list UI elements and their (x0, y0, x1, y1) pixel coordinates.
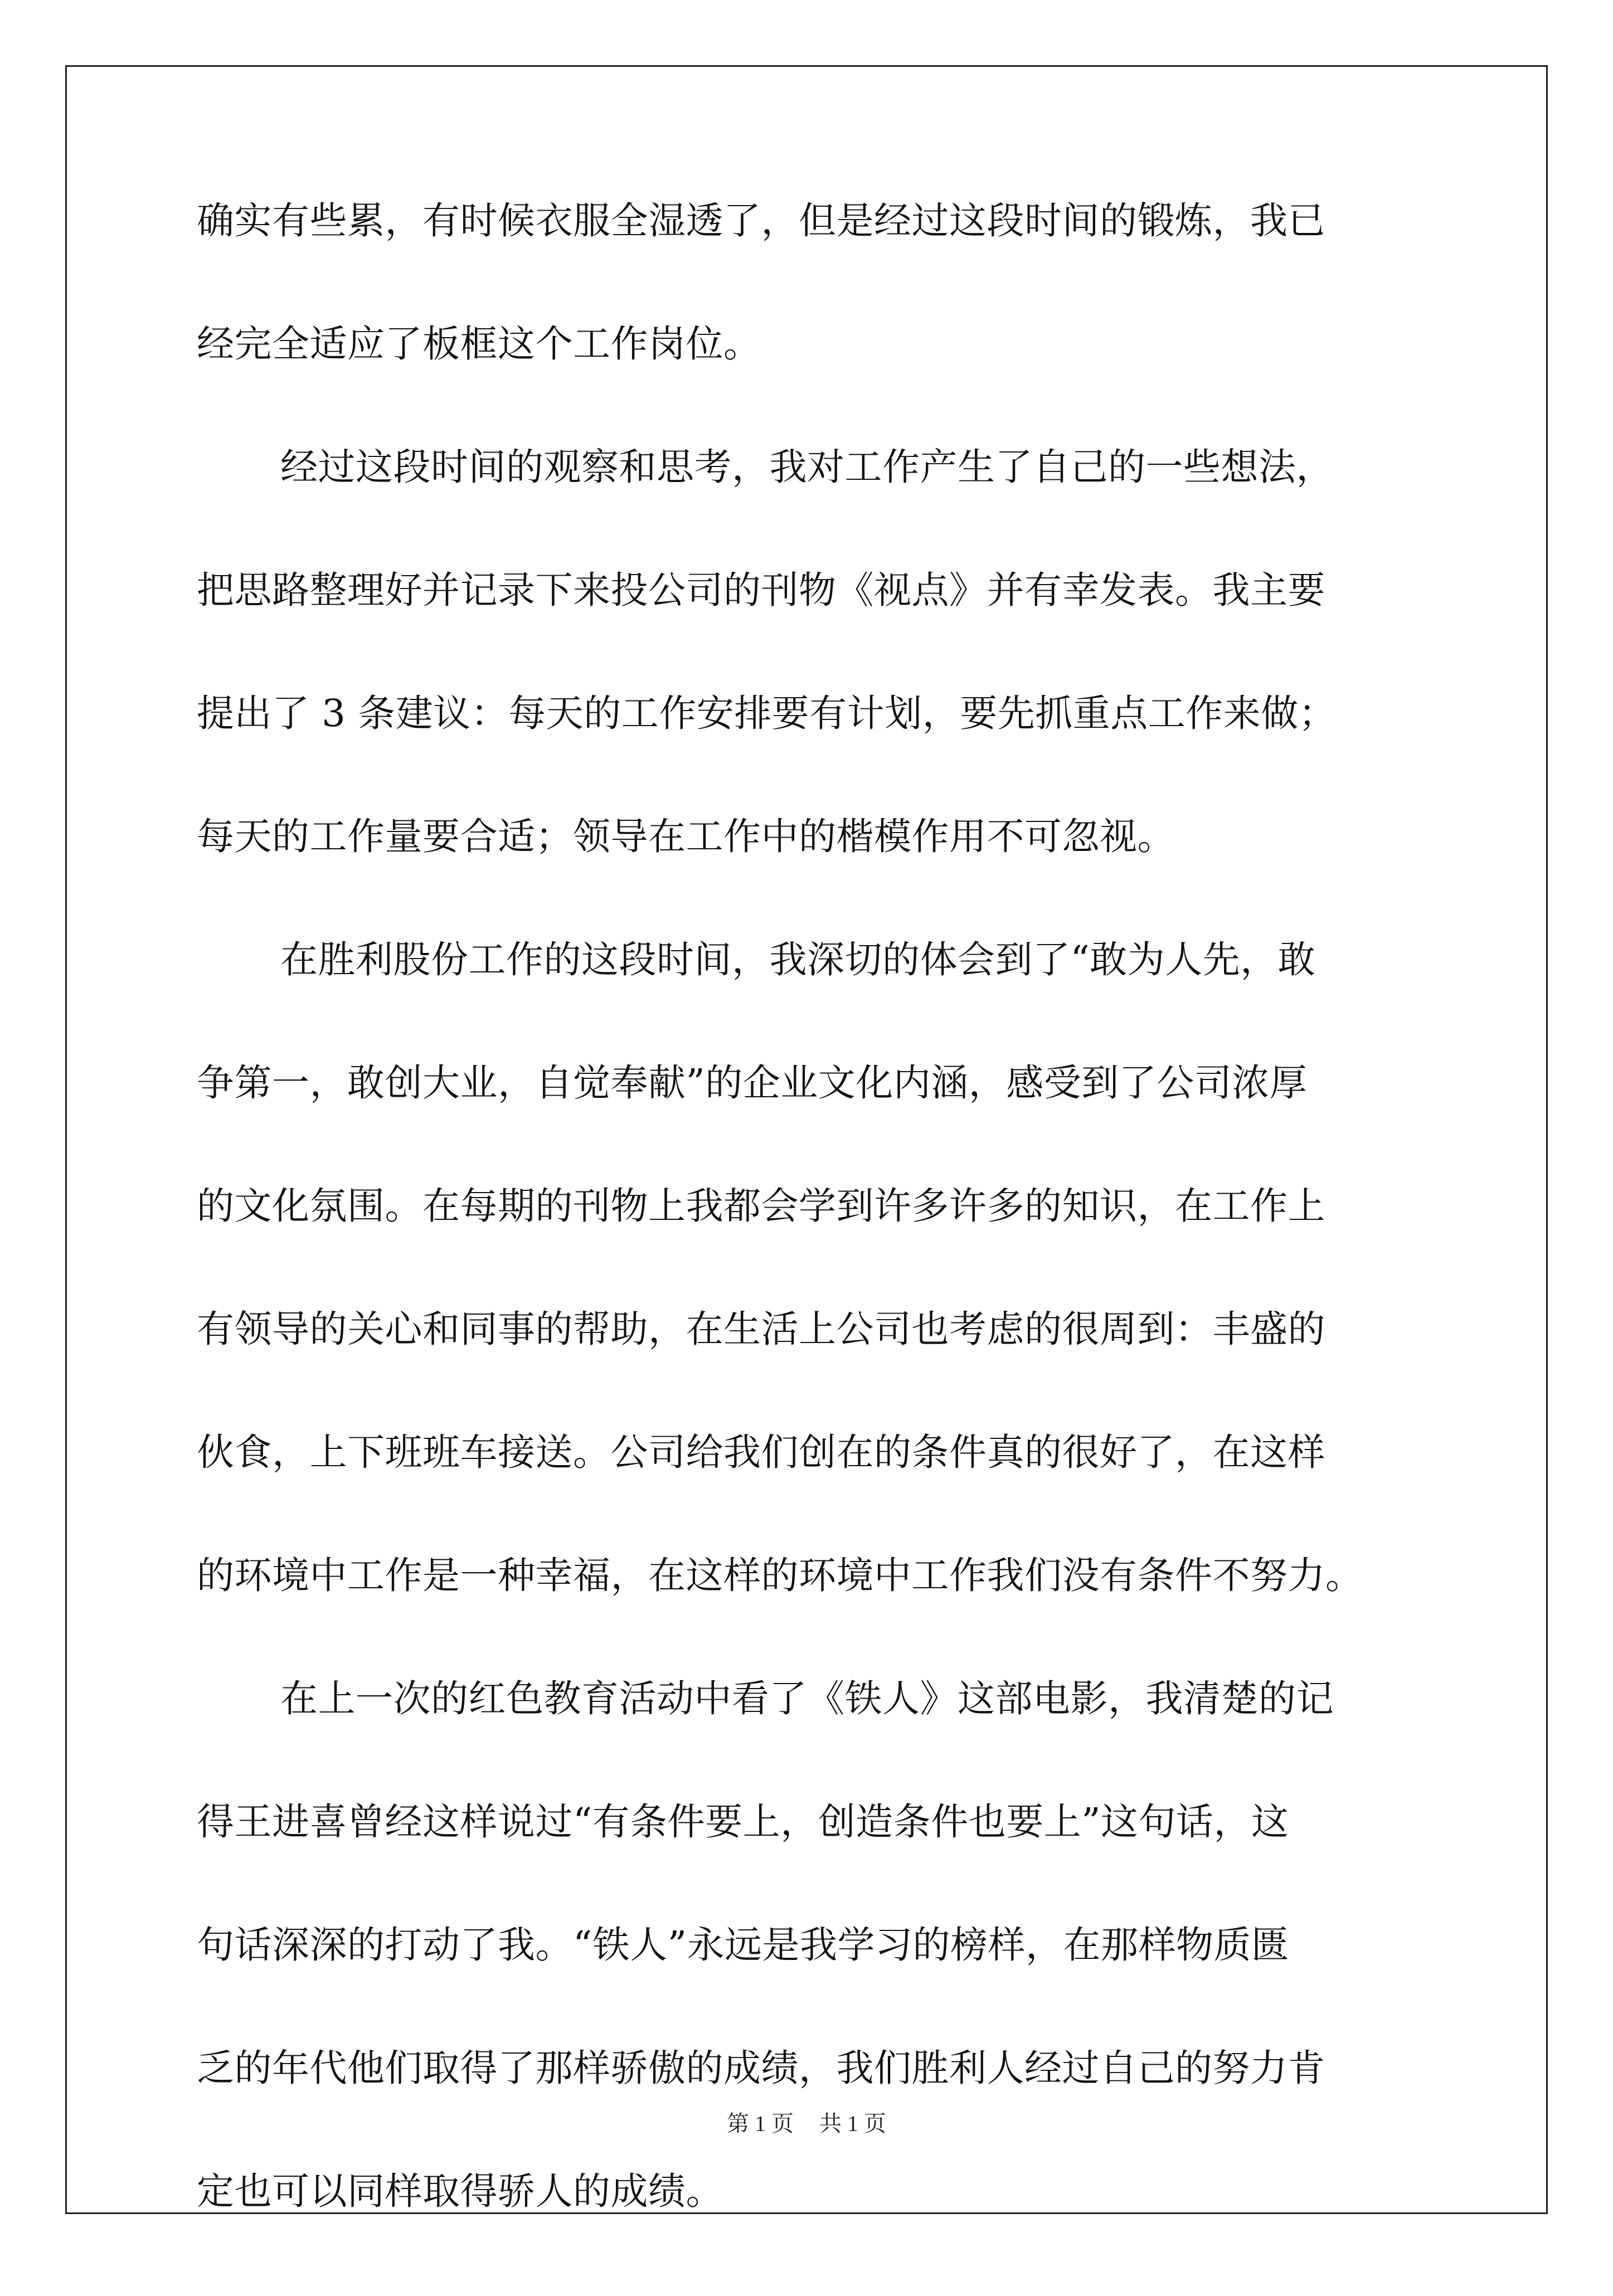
text-line: 争第一，敢创大业，自觉奉献”的企业文化内涵，感受到了公司浓厚 (197, 1061, 1308, 1105)
text-line: 句话深深的打动了我。“铁人”永远是我学习的榜样，在那样物质匮 (197, 1923, 1289, 1967)
text-line: 确实有些累，有时候衣服全湿透了，但是经过这段时间的锻炼，我已 (197, 199, 1325, 242)
text-line: 把思路整理好并记录下来投公司的刊物《视点》并有幸发表。我主要 (197, 568, 1325, 612)
text-line: 定也可以同样取得骄人的成绩。 (197, 2169, 723, 2213)
text-line: 提出了 3 条建议：每天的工作安排要有计划，要先抓重点工作来做； (197, 692, 1337, 735)
text-line: 的环境中工作是一种幸福，在这样的环境中工作我们没有条件不努力。 (197, 1554, 1363, 1597)
paragraph-start-line: 经过这段时间的观察和思考，我对工作产生了自己的一些想法， (280, 445, 1334, 489)
text-line: 伙食，上下班班车接送。公司给我们创在的条件真的很好了，在这样 (197, 1431, 1325, 1474)
document-body (197, 199, 1426, 2296)
text-line: 的文化氛围。在每期的刊物上我都会学到许多许多的知识，在工作上 (197, 1184, 1325, 1228)
text-line: 得王进喜曾经这样说过“有条件要上，创造条件也要上”这句话，这 (197, 1800, 1289, 1843)
page-footer (0, 2110, 1613, 2137)
text-line: 乏的年代他们取得了那样骄傲的成绩，我们胜利人经过自己的努力肯 (197, 2046, 1325, 2090)
paragraph-start-line: 在上一次的红色教育活动中看了《铁人》这部电影，我清楚的记 (280, 1677, 1334, 1720)
text-line: 经完全适应了板框这个工作岗位。 (197, 322, 761, 366)
paragraph-start-line: 在胜利股份工作的这段时间，我深切的体会到了“敢为人先，敢 (280, 938, 1316, 981)
text-line: 每天的工作量要合适；领导在工作中的楷模作用不可忽视。 (197, 815, 1175, 858)
page-total: 共 1 页 (819, 2111, 886, 2136)
text-line: 有领导的关心和同事的帮助，在生活上公司也考虑的很周到：丰盛的 (197, 1307, 1325, 1351)
page-number: 第 1 页 (727, 2111, 794, 2136)
